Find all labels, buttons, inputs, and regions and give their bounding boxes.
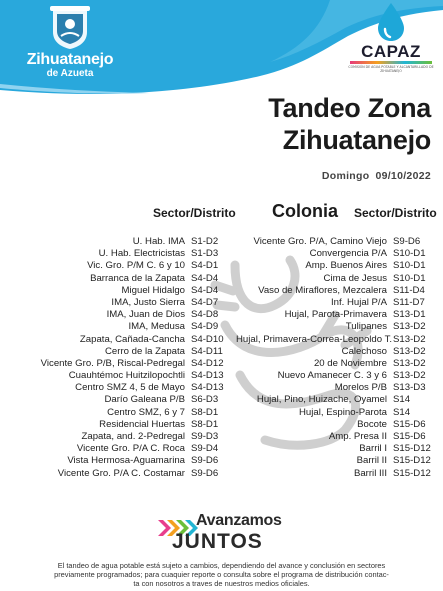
schedule-row [36, 334, 233, 346]
sector-code: S15-D6 [393, 431, 426, 442]
colonia-name: Hujal, Pino, Huizache, Oyamel [256, 394, 387, 406]
colonia-name: Bocote [357, 418, 387, 430]
sector-code: S4-D10 [191, 333, 224, 345]
header-colonia: Colonia [272, 201, 338, 221]
colonia-name: Vicente Gro. P/B, Riscal-Pedregal [40, 357, 185, 369]
colonia-name: Amp. Buenos Aires [305, 260, 387, 272]
schedule-row [236, 248, 433, 260]
agency-name: CAPAZ [361, 42, 421, 61]
schedule-row [36, 309, 233, 321]
title-line-1: Tandeo Zona [268, 93, 431, 123]
footer-line-3: ta con nosotros a traves de nuestros medios oficiales. [133, 579, 310, 588]
colonia-name: Calechoso [341, 345, 387, 357]
colonia-name: U. Hab. Electricistas [98, 248, 185, 260]
schedule-date [322, 170, 431, 182]
agency-tagline: COMISIÓN DE AGUA POTABLE Y ALCANTARILLADO DE ZIHUATANEJO [348, 65, 434, 73]
sector-code: S9-D6 [393, 236, 421, 247]
sector-code: S13-D3 [393, 382, 426, 394]
colonia-name: Zapata, Cañada-Cancha [79, 333, 185, 345]
sector-code: S1-D3 [191, 248, 219, 260]
colonia-name: Barril I [359, 443, 387, 455]
left-schedule-list [36, 236, 233, 480]
schedule-row [236, 443, 433, 455]
schedule-row [236, 370, 433, 382]
schedule-row [36, 370, 233, 382]
schedule-row [236, 260, 433, 272]
schedule-row [36, 260, 233, 272]
schedule-row [236, 468, 433, 480]
sector-code: S14 [393, 394, 411, 406]
date-value: 09/10/2022 [375, 170, 431, 182]
schedule-row [36, 419, 233, 431]
colonia-name: Morelos P/B [334, 382, 387, 394]
colonia-name: Residencial Huertas [99, 418, 185, 430]
schedule-row [36, 468, 233, 480]
schedule-row [36, 358, 233, 370]
colonia-name: Zapata, and. 2-Pedregal [81, 431, 185, 442]
colonia-name: Cerro de la Zapata [105, 345, 185, 357]
sector-code: S13-D1 [393, 309, 426, 321]
schedule-row [236, 321, 433, 333]
sector-code: S15-D12 [393, 455, 431, 467]
sector-code: S4-D4 [191, 272, 219, 284]
schedule-row [236, 236, 433, 248]
page-title [268, 92, 431, 156]
municipality-subtitle: de Azueta [46, 68, 94, 79]
colonia-name: Convergencia P/A [309, 248, 387, 260]
sector-code: S13-D2 [393, 333, 426, 345]
sector-code: S10-D1 [393, 272, 426, 284]
sector-code: S15-D12 [393, 443, 431, 455]
sector-code: S4-D8 [191, 309, 219, 321]
schedule-row [36, 394, 233, 406]
colonia-name: 20 de Noviembre [313, 357, 387, 369]
colonia-name: Tulipanes [345, 321, 387, 333]
right-schedule-list [236, 236, 433, 480]
colonia-name: Inf. Hujal P/A [331, 296, 387, 308]
colonia-name: Hujal, Parota-Primavera [284, 309, 387, 321]
schedule-row [236, 285, 433, 297]
capaz-logo [345, 2, 437, 82]
municipality-name: Zihuatanejo [26, 51, 114, 68]
schedule-row [236, 334, 433, 346]
colonia-name: Hujal, Espino-Parota [299, 406, 387, 418]
colonia-name: Vicente Gro. P/A, Camino Viejo [253, 236, 387, 247]
schedule-row [36, 285, 233, 297]
schedule-row [236, 419, 433, 431]
footer-line-2: previamente programados; para cuaquier reporte o consulta sobre el programa de distribución contac- [54, 570, 389, 579]
schedule-row [36, 455, 233, 467]
colonia-name: IMA, Justo Sierra [111, 296, 185, 308]
schedule-row [236, 431, 433, 443]
sector-code: S4-D13 [191, 370, 224, 382]
schedule-row [236, 346, 433, 358]
colonia-name: Miguel Hidalgo [121, 284, 185, 296]
schedule-row [236, 407, 433, 419]
sector-code: S14 [393, 406, 411, 418]
colonia-name: IMA, Juan de Dios [106, 309, 185, 321]
sector-code: S15-D12 [393, 467, 431, 479]
schedule-row [36, 273, 233, 285]
colonia-name: Barril II [356, 455, 387, 467]
colonia-name: Centro SMZ 4, 5 de Mayo [75, 382, 185, 394]
schedule-row [236, 382, 433, 394]
water-drop-icon [376, 2, 406, 42]
colonia-name: Vic. Gro. P/M C. 6 y 10 [87, 260, 185, 272]
sector-code: S4-D13 [191, 382, 224, 394]
sector-code: S4-D12 [191, 357, 224, 369]
colonia-name: Vicente Gro. P/A C. Costamar [57, 467, 185, 479]
sector-code: S8-D1 [191, 406, 219, 418]
schedule-row [36, 431, 233, 443]
title-line-2: Zihuatanejo [282, 125, 431, 155]
schedule-row [36, 346, 233, 358]
sector-code: S9-D4 [191, 443, 219, 455]
colonia-name: Cuauhtémoc Huitzilopochtli [68, 370, 185, 382]
sector-code: S6-D3 [191, 394, 219, 406]
brand-line-2: JUNTOS [172, 530, 263, 553]
sector-code: S9-D3 [191, 431, 219, 442]
schedule-row [36, 321, 233, 333]
sector-code: S9-D6 [191, 455, 219, 467]
sector-code: S10-D1 [393, 248, 426, 260]
header-left-sector: Sector/Distrito [153, 206, 236, 220]
sector-code: S13-D2 [393, 370, 426, 382]
schedule-row [236, 297, 433, 309]
footer-note [30, 561, 413, 588]
colonia-name: Barril III [353, 467, 387, 479]
sector-code: S1-D2 [191, 236, 219, 247]
sector-code: S13-D2 [393, 357, 426, 369]
sector-code: S4-D9 [191, 321, 219, 333]
sector-code: S8-D1 [191, 418, 219, 430]
colonia-name: Amp. Presa II [328, 431, 387, 442]
colonia-name: Barranca de la Zapata [90, 272, 185, 284]
colonia-name: U. Hab. IMA [132, 236, 185, 247]
colonia-name: Hujal, Primavera-Correa-Leopoldo T. [236, 333, 393, 345]
brand-line-1: Avanzamos [196, 512, 282, 529]
schedule-row [36, 382, 233, 394]
colonia-name: Vista Hermosa-Aguamarina [67, 455, 185, 467]
colonia-name: Nuevo Amanecer C. 3 y 6 [277, 370, 387, 382]
schedule-row [236, 455, 433, 467]
schedule-row [36, 236, 233, 248]
schedule-row [236, 358, 433, 370]
avanzamos-juntos-logo [158, 512, 308, 556]
municipal-crest-icon [49, 6, 91, 50]
sector-code: S4-D7 [191, 296, 219, 308]
sector-code: S10-D1 [393, 260, 426, 272]
schedule-row [236, 273, 433, 285]
colonia-name: Vicente Gro. P/A C. Roca [76, 443, 185, 455]
schedule-row [236, 394, 433, 406]
sector-code: S11-D4 [393, 284, 425, 296]
date-day: Domingo [321, 170, 370, 182]
schedule-row [36, 248, 233, 260]
colonia-name: Cima de Jesus [323, 272, 387, 284]
municipality-logo [10, 6, 130, 92]
sector-code: S15-D6 [393, 418, 426, 430]
agency-color-bar [350, 61, 432, 64]
colonia-name: Darío Galeana P/B [104, 394, 185, 406]
sector-code: S13-D2 [393, 345, 426, 357]
sector-code: S13-D2 [393, 321, 426, 333]
schedule-row [236, 309, 433, 321]
sector-code: S11-D7 [393, 296, 425, 308]
colonia-name: IMA, Medusa [128, 321, 185, 333]
schedule-row [36, 407, 233, 419]
header-right-sector: Sector/Distrito [354, 206, 437, 220]
footer-line-1: El tandeo de agua potable está sujeto a cambios, dependiendo del avance y conclusión en sectores [57, 561, 386, 570]
sector-code: S4-D4 [191, 284, 219, 296]
colonia-name: Vaso de Miraflores, Mezcalera [258, 284, 387, 296]
schedule-row [36, 297, 233, 309]
schedule-row [36, 443, 233, 455]
sector-code: S4-D11 [191, 345, 223, 357]
colonia-name: Centro SMZ, 6 y 7 [107, 406, 185, 418]
sector-code: S9-D6 [191, 467, 219, 479]
sector-code: S4-D1 [191, 260, 219, 272]
